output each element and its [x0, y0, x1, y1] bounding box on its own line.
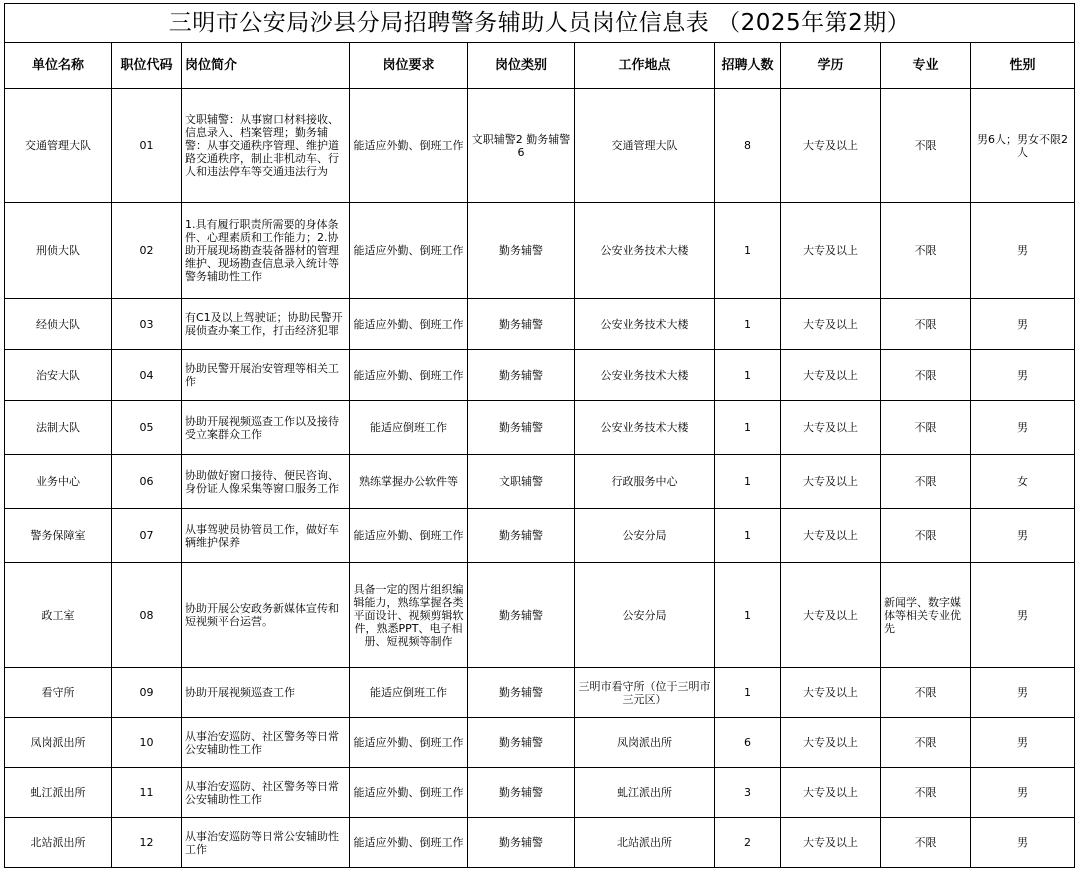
- cell-location: 北站派出所: [575, 818, 715, 868]
- cell-count: 1: [715, 203, 781, 299]
- table-row: [5, 818, 1075, 868]
- cell-major: 不限: [881, 203, 971, 299]
- cell-intro: 协助民警开展治安管理等相关工作: [182, 350, 350, 401]
- cell-intro: 从事治安巡防等日常公安辅助性工作: [182, 818, 350, 868]
- cell-major: 不限: [881, 718, 971, 768]
- table-row: [5, 509, 1075, 563]
- header-row: [5, 43, 1075, 89]
- header-count: 招聘人数: [715, 43, 781, 89]
- cell-category: 勤务辅警: [468, 768, 575, 818]
- cell-category: 勤务辅警: [468, 509, 575, 563]
- cell-count: 1: [715, 509, 781, 563]
- cell-requirement: 能适应外勤、倒班工作: [350, 350, 468, 401]
- cell-gender: 男: [971, 299, 1075, 350]
- table-row: [5, 299, 1075, 350]
- cell-unit: 凤岗派出所: [5, 718, 112, 768]
- cell-unit: 看守所: [5, 668, 112, 718]
- cell-category: 勤务辅警: [468, 350, 575, 401]
- cell-count: 1: [715, 350, 781, 401]
- header-location: 工作地点: [575, 43, 715, 89]
- header-unit: 单位名称: [5, 43, 112, 89]
- cell-education: 大专及以上: [781, 455, 881, 509]
- cell-major: 不限: [881, 89, 971, 203]
- cell-major: 不限: [881, 350, 971, 401]
- cell-location: 公安业务技术大楼: [575, 401, 715, 455]
- cell-gender: 女: [971, 455, 1075, 509]
- cell-major: 不限: [881, 768, 971, 818]
- cell-code: 08: [112, 563, 182, 668]
- cell-unit: 刑侦大队: [5, 203, 112, 299]
- header-education: 学历: [781, 43, 881, 89]
- table-row: [5, 350, 1075, 401]
- cell-location: 公安分局: [575, 563, 715, 668]
- cell-gender: 男: [971, 668, 1075, 718]
- cell-unit: 治安大队: [5, 350, 112, 401]
- cell-code: 07: [112, 509, 182, 563]
- cell-unit: 虬江派出所: [5, 768, 112, 818]
- cell-education: 大专及以上: [781, 350, 881, 401]
- cell-count: 2: [715, 818, 781, 868]
- cell-education: 大专及以上: [781, 718, 881, 768]
- cell-education: 大专及以上: [781, 401, 881, 455]
- header-intro: 岗位简介: [182, 43, 350, 89]
- cell-code: 04: [112, 350, 182, 401]
- cell-intro: 协助开展视频巡查工作以及接待受立案群众工作: [182, 401, 350, 455]
- cell-education: 大专及以上: [781, 818, 881, 868]
- cell-requirement: 熟练掌握办公软件等: [350, 455, 468, 509]
- cell-major: 新闻学、数字媒体等相关专业优先: [881, 563, 971, 668]
- cell-location: 公安业务技术大楼: [575, 299, 715, 350]
- cell-requirement: 能适应倒班工作: [350, 668, 468, 718]
- cell-unit: 业务中心: [5, 455, 112, 509]
- cell-count: 8: [715, 89, 781, 203]
- header-requirement: 岗位要求: [350, 43, 468, 89]
- recruitment-sheet: [4, 3, 1074, 868]
- cell-gender: 男6人；男女不限2人: [971, 89, 1075, 203]
- cell-intro: 协助开展视频巡查工作: [182, 668, 350, 718]
- cell-intro: 文职辅警：从事窗口材料接收、信息录入、档案管理；勤务辅警：从事交通秩序管理、维护道路交通秩序，制止非机动车、行人和违法停车等交通违法行为: [182, 89, 350, 203]
- cell-category: 勤务辅警: [468, 668, 575, 718]
- cell-gender: 男: [971, 718, 1075, 768]
- cell-intro: 1.具有履行职责所需要的身体条件、心理素质和工作能力；2.协助开展现场勘查装备器材的管理维护、现场勘查信息录入统计等警务辅助性工作: [182, 203, 350, 299]
- cell-education: 大专及以上: [781, 203, 881, 299]
- cell-gender: 男: [971, 350, 1075, 401]
- cell-count: 3: [715, 768, 781, 818]
- cell-code: 01: [112, 89, 182, 203]
- cell-intro: 协助开展公安政务新媒体宣传和短视频平台运营。: [182, 563, 350, 668]
- cell-category: 勤务辅警: [468, 299, 575, 350]
- cell-education: 大专及以上: [781, 563, 881, 668]
- cell-code: 03: [112, 299, 182, 350]
- cell-category: 文职辅警: [468, 455, 575, 509]
- cell-count: 6: [715, 718, 781, 768]
- cell-gender: 男: [971, 509, 1075, 563]
- cell-requirement: 能适应外勤、倒班工作: [350, 89, 468, 203]
- cell-intro: 从事驾驶员协管员工作，做好车辆维护保养: [182, 509, 350, 563]
- cell-count: 1: [715, 455, 781, 509]
- cell-category: 勤务辅警: [468, 401, 575, 455]
- cell-gender: 男: [971, 563, 1075, 668]
- table-row: [5, 768, 1075, 818]
- cell-unit: 北站派出所: [5, 818, 112, 868]
- cell-count: 1: [715, 563, 781, 668]
- cell-intro: 从事治安巡防、社区警务等日常公安辅助性工作: [182, 768, 350, 818]
- cell-education: 大专及以上: [781, 299, 881, 350]
- cell-code: 05: [112, 401, 182, 455]
- header-category: 岗位类别: [468, 43, 575, 89]
- cell-education: 大专及以上: [781, 768, 881, 818]
- cell-count: 1: [715, 668, 781, 718]
- cell-major: 不限: [881, 299, 971, 350]
- cell-major: 不限: [881, 668, 971, 718]
- cell-intro: 从事治安巡防、社区警务等日常公安辅助性工作: [182, 718, 350, 768]
- header-code: 职位代码: [112, 43, 182, 89]
- cell-education: 大专及以上: [781, 509, 881, 563]
- cell-gender: 男: [971, 818, 1075, 868]
- cell-code: 06: [112, 455, 182, 509]
- cell-location: 虬江派出所: [575, 768, 715, 818]
- cell-requirement: 能适应倒班工作: [350, 401, 468, 455]
- cell-requirement: 能适应外勤、倒班工作: [350, 818, 468, 868]
- cell-requirement: 能适应外勤、倒班工作: [350, 768, 468, 818]
- cell-major: 不限: [881, 509, 971, 563]
- cell-location: 公安业务技术大楼: [575, 203, 715, 299]
- cell-category: 文职辅警2 勤务辅警6: [468, 89, 575, 203]
- cell-major: 不限: [881, 401, 971, 455]
- table-row: [5, 718, 1075, 768]
- cell-code: 11: [112, 768, 182, 818]
- table-row: [5, 563, 1075, 668]
- cell-unit: 警务保障室: [5, 509, 112, 563]
- cell-location: 公安业务技术大楼: [575, 350, 715, 401]
- cell-location: 行政服务中心: [575, 455, 715, 509]
- header-gender: 性别: [971, 43, 1075, 89]
- cell-intro: 有C1及以上驾驶证；协助民警开展侦查办案工作，打击经济犯罪: [182, 299, 350, 350]
- table-row: [5, 401, 1075, 455]
- table-row: [5, 89, 1075, 203]
- cell-category: 勤务辅警: [468, 563, 575, 668]
- cell-requirement: 能适应外勤、倒班工作: [350, 718, 468, 768]
- position-table: [4, 3, 1075, 868]
- cell-location: 凤岗派出所: [575, 718, 715, 768]
- cell-gender: 男: [971, 401, 1075, 455]
- cell-unit: 法制大队: [5, 401, 112, 455]
- cell-category: 勤务辅警: [468, 818, 575, 868]
- cell-unit: 交通管理大队: [5, 89, 112, 203]
- cell-education: 大专及以上: [781, 89, 881, 203]
- cell-requirement: 能适应外勤、倒班工作: [350, 299, 468, 350]
- cell-category: 勤务辅警: [468, 203, 575, 299]
- cell-unit: 经侦大队: [5, 299, 112, 350]
- page-title: 三明市公安局沙县分局招聘警务辅助人员岗位信息表 （2025年第2期）: [5, 4, 1075, 43]
- cell-gender: 男: [971, 203, 1075, 299]
- cell-code: 12: [112, 818, 182, 868]
- cell-count: 1: [715, 401, 781, 455]
- cell-major: 不限: [881, 455, 971, 509]
- cell-location: 三明市看守所（位于三明市三元区）: [575, 668, 715, 718]
- cell-category: 勤务辅警: [468, 718, 575, 768]
- cell-code: 10: [112, 718, 182, 768]
- cell-code: 09: [112, 668, 182, 718]
- table-row: [5, 203, 1075, 299]
- cell-requirement: 能适应外勤、倒班工作: [350, 509, 468, 563]
- table-row: [5, 668, 1075, 718]
- cell-requirement: 能适应外勤、倒班工作: [350, 203, 468, 299]
- cell-location: 公安分局: [575, 509, 715, 563]
- cell-requirement: 具备一定的图片组织编辑能力，熟练掌握各类平面设计、视频剪辑软件，熟悉PPT、电子相册、短视频等制作: [350, 563, 468, 668]
- table-row: [5, 455, 1075, 509]
- cell-intro: 协助做好窗口接待、便民咨询、身份证人像采集等窗口服务工作: [182, 455, 350, 509]
- cell-education: 大专及以上: [781, 668, 881, 718]
- cell-code: 02: [112, 203, 182, 299]
- cell-unit: 政工室: [5, 563, 112, 668]
- cell-major: 不限: [881, 818, 971, 868]
- cell-count: 1: [715, 299, 781, 350]
- cell-gender: 男: [971, 768, 1075, 818]
- cell-location: 交通管理大队: [575, 89, 715, 203]
- header-major: 专业: [881, 43, 971, 89]
